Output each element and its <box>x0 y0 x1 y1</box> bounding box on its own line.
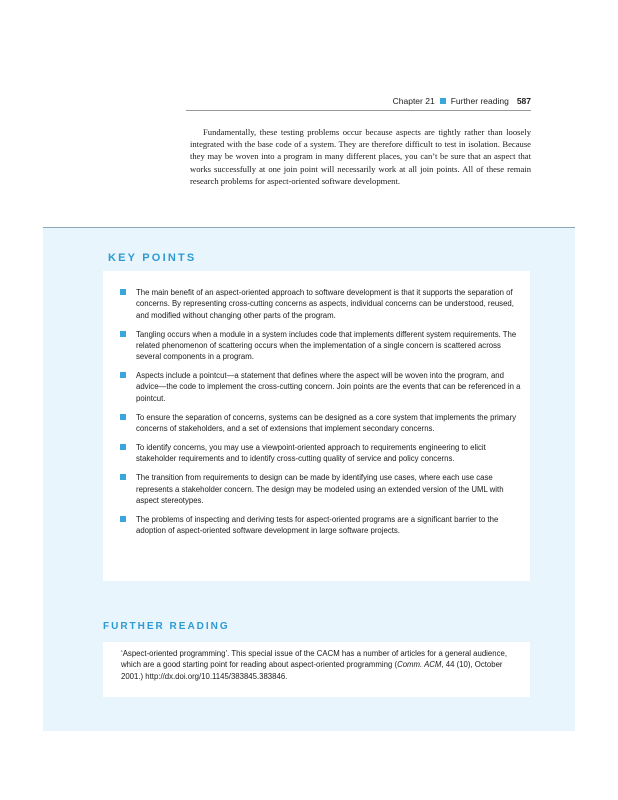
key-point-text: The problems of inspecting and deriving tests for aspect-oriented programs are a significant barrier to the adoption of aspect-oriented software development in large software projects. <box>136 514 499 536</box>
key-points-box <box>103 271 530 581</box>
key-point-text: Tangling occurs when a module in a system includes code that implements different system requirements. The related phenomenon of scattering occurs when the implementation of a single concern is scattered across several components in a program. <box>136 329 517 362</box>
square-bullet-icon <box>120 372 126 378</box>
square-bullet-icon <box>120 474 126 480</box>
key-point-text: To identify concerns, you may use a viewpoint-oriented approach to requirements engineering to elicit stakeholder requirements and to identify cross-cutting quality of service and policy concerns. <box>136 443 486 464</box>
key-point-item <box>119 472 522 506</box>
square-bullet-icon <box>120 516 126 522</box>
square-bullet-icon <box>440 98 446 104</box>
square-bullet-icon <box>120 331 126 337</box>
key-point-item <box>119 412 522 435</box>
key-point-text: The main benefit of an aspect-oriented approach to software development is that it supports the separation of concerns. By representing cross-cutting concerns as aspects, individual concerns can be understood, reused, and modified without changing other parts of the program. <box>136 288 514 320</box>
running-header <box>186 96 531 106</box>
key-point-item <box>119 370 522 404</box>
key-point-text: To ensure the separation of concerns, systems can be designed as a core system that implements the primary concerns of stakeholders, and a set of extensions that implement secondary concerns. <box>136 412 517 434</box>
key-point-item <box>119 329 522 363</box>
key-points-heading: KEY POINTS <box>108 252 197 264</box>
reading-text-rest: , 44 (10), October 2001.) http://dx.doi.org/10.1145/383845.383846. <box>121 660 503 681</box>
key-point-item <box>119 287 522 321</box>
intro-paragraph: Fundamentally, these testing problems occur because aspects are tightly rather than loosely integrated with the base code of a system. They are therefore difficult to test in isolation. Because they may be woven into a program in many different places, you can’t be sure that an aspect that works successfully at one join point will necessarily work at all join points. All of these remain research problems for aspect-oriented software development. <box>190 127 531 186</box>
reading-text-main: ‘Aspect-oriented programming’. This special issue of the CACM has a number of articles for a general audience, which are a good starting point for reading about aspect-oriented programming ( <box>121 649 507 670</box>
square-bullet-icon <box>120 414 126 420</box>
square-bullet-icon <box>120 289 126 295</box>
key-point-text: The transition from requirements to design can be made by identifying use cases, where each use case represents a stakeholder concern. The design may be modeled using an extended version of the UML with aspect stereotypes. <box>136 473 504 505</box>
key-point-item <box>119 514 522 537</box>
header-rule <box>186 110 531 111</box>
section-label: Further reading <box>450 96 509 106</box>
key-point-text: Aspects include a pointcut—a statement that defines where the aspect will be woven into the program, and advice—the code to implement the cross-cutting concern. Join points are the events that can be referenced in a pointcut. <box>136 371 521 403</box>
key-point-item <box>119 442 522 465</box>
page-number: 587 <box>516 96 531 106</box>
square-bullet-icon <box>120 444 126 450</box>
further-reading-entry <box>103 642 530 697</box>
journal-name: Comm. ACM <box>397 660 442 670</box>
chapter-label: Chapter 21 <box>392 96 435 106</box>
further-reading-heading: FURTHER READING <box>103 621 230 632</box>
